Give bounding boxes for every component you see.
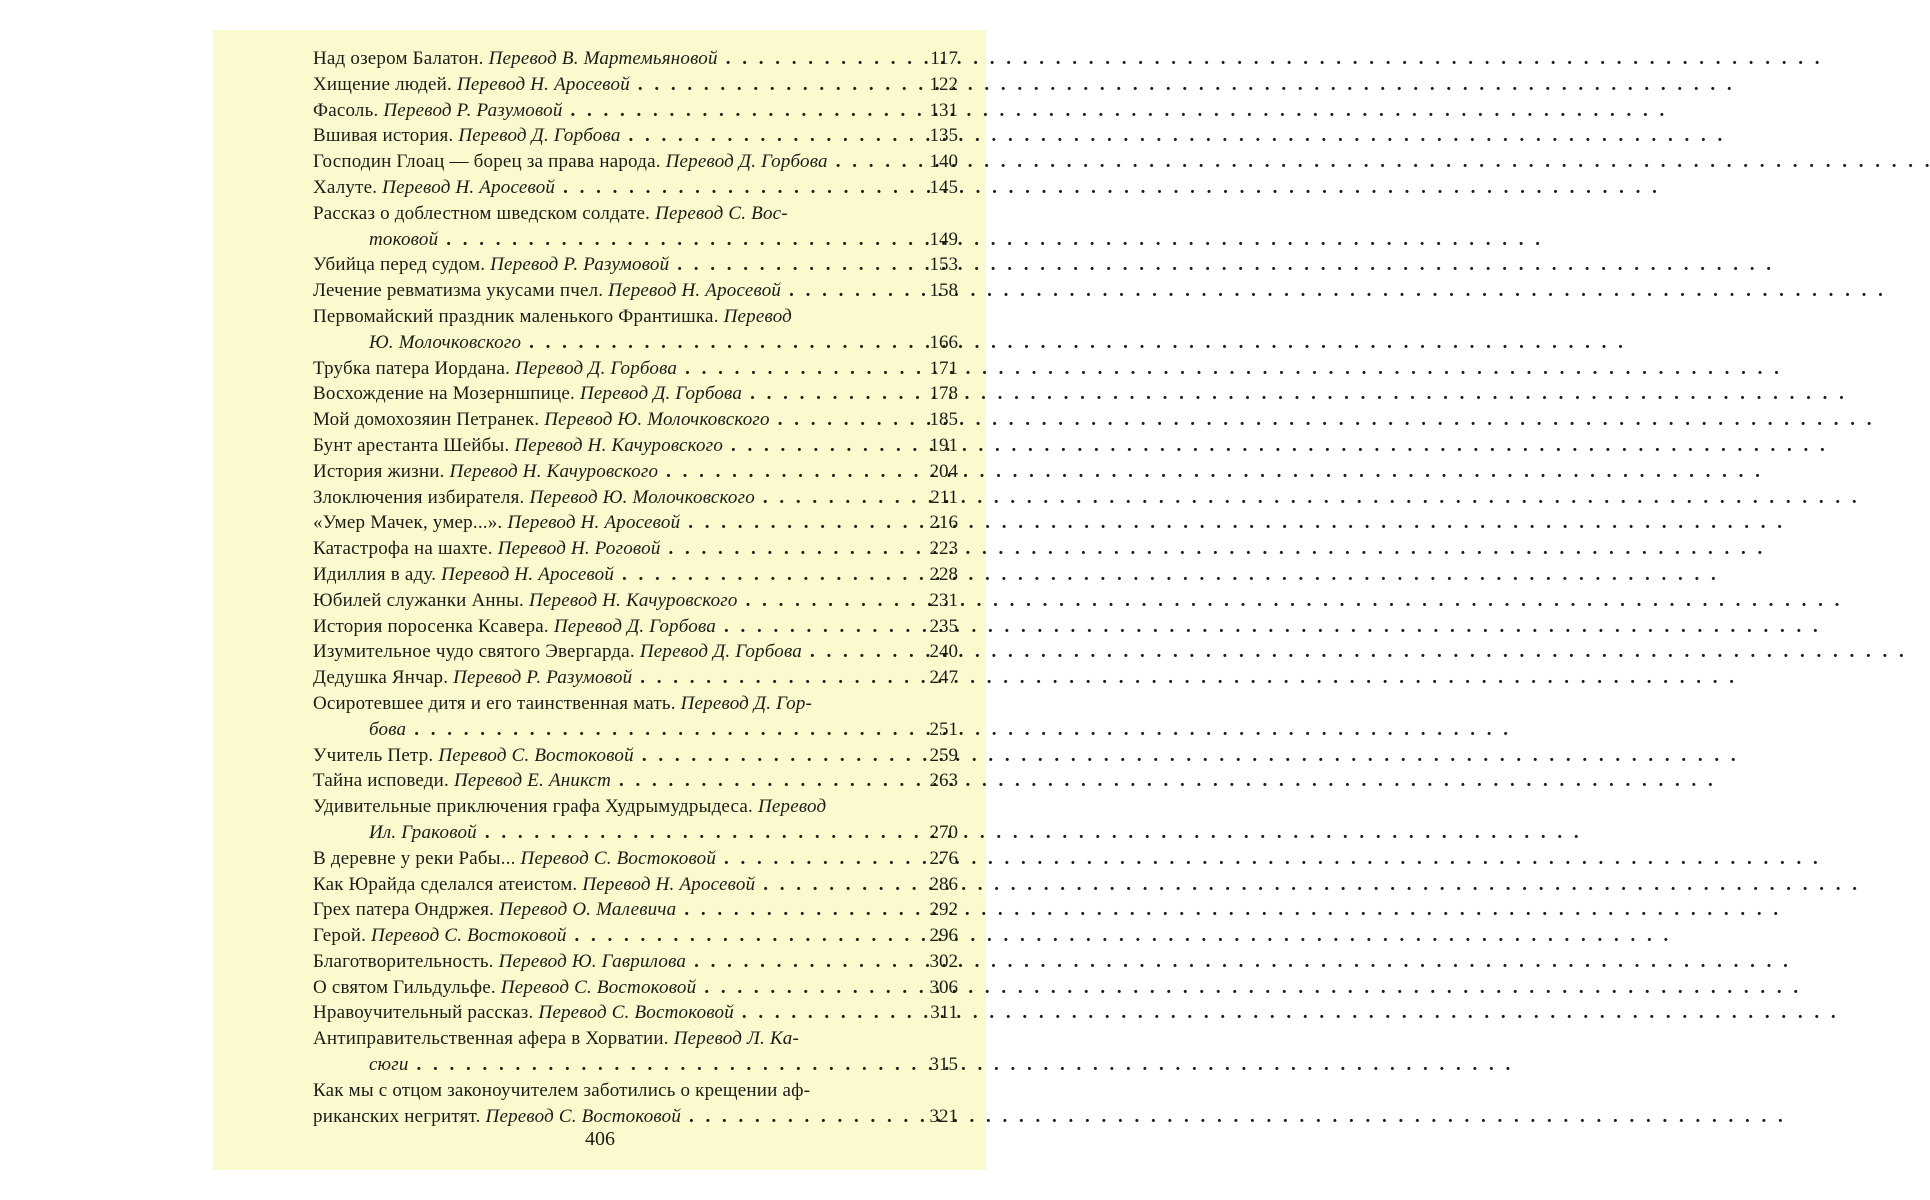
entry-continuation <box>313 1104 681 1130</box>
page-ref: 286 <box>929 873 958 895</box>
dot-leader <box>716 846 912 872</box>
toc-line <box>313 949 958 975</box>
dot-leader <box>563 98 912 124</box>
toc-line <box>313 691 958 717</box>
translator-credit: Перевод Н. Аросевой <box>441 563 615 585</box>
entry-title <box>313 149 828 175</box>
toc-entry <box>313 975 958 1001</box>
translator-credit-continued: Ил. Граковой <box>369 821 477 843</box>
toc-line <box>313 201 958 227</box>
story-title: Лечение ревматизма укусами пчел. <box>313 280 604 302</box>
entry-title <box>313 872 755 898</box>
story-title: Катастрофа на шахте. <box>313 538 493 560</box>
entry-title <box>313 588 738 614</box>
translator-credit: Перевод Д. Горбова <box>458 125 621 147</box>
toc-line <box>313 897 958 923</box>
toc-line <box>313 381 958 407</box>
story-title: Фасоль. <box>313 99 379 121</box>
story-title: Антиправительственная афера в Хорватии. <box>313 1028 669 1050</box>
story-title: История жизни. <box>313 460 445 482</box>
story-title: Осиротевшее дитя и его таинственная мать. <box>313 692 676 714</box>
dot-leader <box>676 897 912 923</box>
page-ref: 235 <box>929 615 958 637</box>
toc-line <box>313 252 958 278</box>
toc-entry <box>313 175 958 201</box>
translator-credit: Перевод Н. Роговой <box>497 538 661 560</box>
toc-entry <box>313 433 958 459</box>
toc-line-continued <box>313 227 958 253</box>
translator-credit: Перевод С. Востоковой <box>500 976 697 998</box>
page-ref: 270 <box>929 821 958 843</box>
dot-leader <box>669 252 912 278</box>
toc-entry <box>313 691 958 743</box>
story-title: «Умер Мачек, умер...». <box>313 512 503 534</box>
toc-line <box>313 794 958 820</box>
toc-entry <box>313 278 958 304</box>
page-ref: 158 <box>929 280 958 302</box>
page-ref: 117 <box>930 48 958 69</box>
toc-entry <box>313 536 958 562</box>
entry-title <box>313 510 680 536</box>
dot-leader <box>409 1052 912 1078</box>
toc-line <box>313 510 958 536</box>
entry-title <box>313 691 812 717</box>
toc-entry <box>313 1000 958 1026</box>
entry-title <box>313 1026 799 1052</box>
toc-entry <box>313 794 958 846</box>
dot-leader <box>406 717 912 743</box>
toc-entry <box>313 459 958 485</box>
dot-leader <box>630 72 912 98</box>
entry-title <box>313 1000 734 1026</box>
translator-credit: Перевод Н. Аросевой <box>582 873 756 895</box>
entry-title <box>313 768 611 794</box>
toc-line <box>313 46 958 72</box>
toc-entry <box>313 485 958 511</box>
toc-line <box>313 459 958 485</box>
entry-title <box>313 175 555 201</box>
translator-credit: Перевод Р. Разумовой <box>383 99 563 121</box>
page-ref: 231 <box>929 589 958 611</box>
dot-leader <box>521 330 912 356</box>
translator-credit: Перевод Д. Гор- <box>680 692 813 714</box>
dot-leader <box>658 459 912 485</box>
toc-line <box>313 923 958 949</box>
translator-credit-continued: токовой <box>369 228 439 250</box>
dot-leader <box>802 639 912 665</box>
page-ref: 131 <box>929 99 958 121</box>
toc-line <box>313 149 958 175</box>
translator-credit: Перевод Н. Качуровского <box>449 460 659 482</box>
page-ref: 276 <box>929 847 958 869</box>
toc-line <box>313 72 958 98</box>
translator-credit: Перевод Р. Разумовой <box>453 667 633 689</box>
translator-credit: Перевод Л. Ка- <box>673 1028 799 1050</box>
dot-leader <box>661 536 912 562</box>
story-title: Халуте. <box>313 176 378 198</box>
toc-line <box>313 485 958 511</box>
entry-title <box>313 278 781 304</box>
dot-leader <box>681 1104 912 1130</box>
translator-credit: Перевод Н. Аросевой <box>382 176 556 198</box>
toc-entry <box>313 72 958 98</box>
page-ref: 315 <box>929 1054 958 1076</box>
entry-title <box>313 46 718 72</box>
toc-entry <box>313 46 958 72</box>
entry-title <box>313 975 696 1001</box>
story-title: Грех патера Ондржея. <box>313 899 495 921</box>
story-title: Первомайский праздник маленького Франтишка. <box>313 305 719 327</box>
toc-entry <box>313 949 958 975</box>
toc-line-continued <box>313 1104 958 1130</box>
translator-credit: Перевод Ю. Гаврилова <box>498 950 687 972</box>
dot-leader <box>632 665 912 691</box>
page-ref: 251 <box>929 718 958 740</box>
page-ref: 153 <box>929 254 958 276</box>
story-title: Тайна исповеди. <box>313 770 449 792</box>
toc-entry <box>313 614 958 640</box>
story-title: Герой. <box>313 925 367 947</box>
dot-leader <box>781 278 912 304</box>
table-of-contents <box>313 46 958 1129</box>
page-ref: 306 <box>929 976 958 998</box>
toc-entry <box>313 123 958 149</box>
translator-credit-continued: Перевод С. Востоковой <box>485 1105 682 1127</box>
translator-credit: Перевод Н. Качуровского <box>514 434 724 456</box>
toc-line <box>313 433 958 459</box>
entry-title <box>313 949 686 975</box>
page-ref: 263 <box>929 770 958 792</box>
entry-title <box>313 72 630 98</box>
story-title: Мой домохозяин Петранек. <box>313 409 540 431</box>
toc-line <box>313 536 958 562</box>
translator-credit: Перевод Ю. Молочковского <box>529 486 755 508</box>
page-ref: 292 <box>929 899 958 921</box>
story-title: Как Юрайда сделался атеистом. <box>313 873 578 895</box>
entry-title <box>313 923 567 949</box>
translator-credit: Перевод Р. Разумовой <box>490 254 670 276</box>
page-ref: 140 <box>929 151 958 173</box>
toc-line <box>313 614 958 640</box>
entry-title <box>313 459 658 485</box>
entry-title <box>313 665 632 691</box>
entry-title <box>313 304 792 330</box>
toc-line <box>313 975 958 1001</box>
translator-credit: Перевод Д. Горбова <box>665 151 828 173</box>
story-title: Трубка патера Иордана. <box>313 357 511 379</box>
translator-credit-continued: бова <box>369 718 407 740</box>
page-ref: 185 <box>929 409 958 431</box>
page-ref: 259 <box>929 744 958 766</box>
toc-entry <box>313 665 958 691</box>
toc-line <box>313 639 958 665</box>
toc-entry <box>313 252 958 278</box>
dot-leader <box>770 407 912 433</box>
translator-credit: Перевод С. Востоковой <box>520 847 717 869</box>
toc-entry <box>313 872 958 898</box>
page-ref: 321 <box>929 1105 958 1127</box>
story-title: Над озером Балатон. <box>313 48 484 69</box>
toc-line <box>313 407 958 433</box>
dot-leader <box>555 175 912 201</box>
toc-line-continued <box>313 820 958 846</box>
toc-line <box>313 872 958 898</box>
dot-leader <box>738 588 912 614</box>
toc-entry <box>313 846 958 872</box>
entry-title <box>313 743 634 769</box>
page-ref: 211 <box>930 486 958 508</box>
page-ref: 228 <box>929 563 958 585</box>
toc-entry <box>313 1026 958 1078</box>
translator-credit: Перевод Е. Аникст <box>453 770 611 792</box>
toc-line <box>313 175 958 201</box>
page-ref: 171 <box>929 357 958 379</box>
translator-credit: Перевод Н. Аросевой <box>608 280 782 302</box>
dot-leader <box>755 872 912 898</box>
story-title: Дедушка Янчар. <box>313 667 449 689</box>
translator-credit: Перевод Д. Горбова <box>553 615 716 637</box>
entry-title <box>313 485 755 511</box>
dot-leader <box>614 562 912 588</box>
toc-line <box>313 278 958 304</box>
page-ref: 216 <box>929 512 958 534</box>
dot-leader <box>621 123 912 149</box>
toc-entry <box>313 304 958 356</box>
toc-entry <box>313 1078 958 1130</box>
toc-line <box>313 1078 958 1104</box>
story-title: История поросенка Ксавера. <box>313 615 549 637</box>
page-ref: 178 <box>929 383 958 405</box>
entry-title <box>313 897 676 923</box>
entry-title <box>313 614 716 640</box>
dot-leader <box>755 485 912 511</box>
toc-line <box>313 123 958 149</box>
translator-credit: Перевод Н. Аросевой <box>456 73 630 95</box>
translator-credit: Перевод В. Мартемьяновой <box>488 48 718 69</box>
dot-leader <box>680 510 912 536</box>
toc-entry <box>313 149 958 175</box>
translator-credit: Перевод Д. Горбова <box>579 383 743 405</box>
page-ref: 166 <box>929 331 958 353</box>
dot-leader <box>718 46 912 72</box>
translator-credit: Перевод С. Востоковой <box>371 925 567 947</box>
story-title: Нравоучительный рассказ. <box>313 1002 534 1024</box>
toc-entry <box>313 768 958 794</box>
entry-title <box>313 407 770 433</box>
toc-line-continued <box>313 717 958 743</box>
entry-title <box>313 639 802 665</box>
story-title: Рассказ о доблестном шведском солдате. <box>313 202 651 224</box>
toc-line-continued <box>313 330 958 356</box>
story-title: В деревне у реки Рабы... <box>313 847 516 869</box>
dot-leader <box>634 743 912 769</box>
entry-title <box>313 536 661 562</box>
page-ref: 240 <box>929 641 958 663</box>
toc-entry <box>313 381 958 407</box>
page-ref: 302 <box>929 950 958 972</box>
page-ref: 311 <box>930 1002 958 1024</box>
entry-title <box>313 252 669 278</box>
entry-title <box>313 123 621 149</box>
translator-credit: Перевод Н. Аросевой <box>507 512 681 534</box>
translator-credit-continued: сюги <box>369 1054 409 1076</box>
translator-credit: Перевод <box>723 305 792 327</box>
story-title: Злоключения избирателя. <box>313 486 525 508</box>
page-number: 406 <box>585 1128 615 1150</box>
entry-title <box>313 98 563 124</box>
entry-title <box>313 201 788 227</box>
story-title: Удивительные приключения графа Худрымудрыдеса. <box>313 796 753 818</box>
toc-entry <box>313 588 958 614</box>
dot-leader <box>696 975 912 1001</box>
entry-title <box>313 1078 810 1104</box>
toc-line <box>313 1000 958 1026</box>
translator-credit: Перевод Н. Качуровского <box>528 589 738 611</box>
toc-line <box>313 1026 958 1052</box>
toc-line <box>313 98 958 124</box>
dot-leader <box>477 820 912 846</box>
page-ref: 296 <box>929 925 958 947</box>
story-title: Вшивая история. <box>313 125 454 147</box>
entry-continuation <box>369 330 521 356</box>
translator-credit: Перевод Д. Горбова <box>639 641 802 663</box>
toc-entry <box>313 407 958 433</box>
page-ref: 247 <box>929 667 958 689</box>
translator-credit-continued: Ю. Молочковского <box>369 331 522 353</box>
story-title: Убийца перед судом. <box>313 254 486 276</box>
page-ref: 223 <box>929 538 958 560</box>
dot-leader <box>686 949 912 975</box>
toc-line <box>313 743 958 769</box>
toc-entry <box>313 562 958 588</box>
translator-credit: Перевод Д. Горбова <box>514 357 678 379</box>
toc-line <box>313 665 958 691</box>
dot-leader <box>742 381 912 407</box>
story-title: Юбилей служанки Анны. <box>313 589 525 611</box>
page-ref: 122 <box>929 73 958 95</box>
story-title: О святом Гильдульфе. <box>313 976 496 998</box>
toc-line-continued <box>313 1052 958 1078</box>
dot-leader <box>567 923 912 949</box>
entry-title <box>313 381 742 407</box>
toc-entry <box>313 201 958 253</box>
dot-leader <box>677 356 912 382</box>
dot-leader <box>438 227 912 253</box>
entry-title <box>313 562 614 588</box>
toc-line <box>313 588 958 614</box>
entry-continuation <box>369 1052 409 1078</box>
dot-leader <box>716 614 912 640</box>
translator-credit: Перевод Ю. Молочковского <box>544 409 770 431</box>
toc-entry <box>313 923 958 949</box>
page-ref: 145 <box>929 176 958 198</box>
story-title: Идиллия в аду. <box>313 563 437 585</box>
page-ref: 191 <box>929 434 958 456</box>
toc-entry <box>313 356 958 382</box>
entry-title <box>313 356 677 382</box>
toc-entry <box>313 510 958 536</box>
toc-entry <box>313 743 958 769</box>
entry-title <box>313 433 723 459</box>
entry-continuation <box>369 227 438 253</box>
toc-line <box>313 356 958 382</box>
toc-entry <box>313 639 958 665</box>
entry-continuation <box>369 717 406 743</box>
dot-leader <box>723 433 912 459</box>
toc-line <box>313 768 958 794</box>
translator-credit: Перевод С. Вос- <box>655 202 788 224</box>
dot-leader <box>734 1000 912 1026</box>
story-title: Бунт арестанта Шейбы. <box>313 434 510 456</box>
toc-line <box>313 846 958 872</box>
page-ref: 135 <box>929 125 958 147</box>
dot-leader <box>611 768 912 794</box>
story-title: Восхождение на Мозерншпице. <box>313 383 575 405</box>
entry-title <box>313 846 716 872</box>
entry-title <box>313 794 826 820</box>
translator-credit: Перевод С. Востоковой <box>538 1002 734 1024</box>
translator-credit: Перевод О. Малевича <box>499 899 677 921</box>
toc-entry <box>313 897 958 923</box>
translator-credit: Перевод С. Востоковой <box>438 744 634 766</box>
story-title-continued: риканских негритят. <box>313 1105 481 1127</box>
entry-continuation <box>369 820 477 846</box>
toc-line <box>313 562 958 588</box>
story-title: Изумительное чудо святого Эвергарда. <box>313 641 635 663</box>
story-title: Как мы с отцом законоучителем заботились о крещении аф- <box>313 1079 811 1101</box>
story-title: Учитель Петр. <box>313 744 434 766</box>
toc-entry <box>313 98 958 124</box>
page-ref: 149 <box>929 228 958 250</box>
story-title: Хищение людей. <box>313 73 453 95</box>
translator-credit: Перевод <box>757 796 827 818</box>
story-title: Благотворительность. <box>313 950 494 972</box>
toc-line <box>313 304 958 330</box>
story-title: Господин Глоац — борец за права народа. <box>313 151 661 173</box>
dot-leader <box>828 149 912 175</box>
page-ref: 204 <box>929 460 958 482</box>
